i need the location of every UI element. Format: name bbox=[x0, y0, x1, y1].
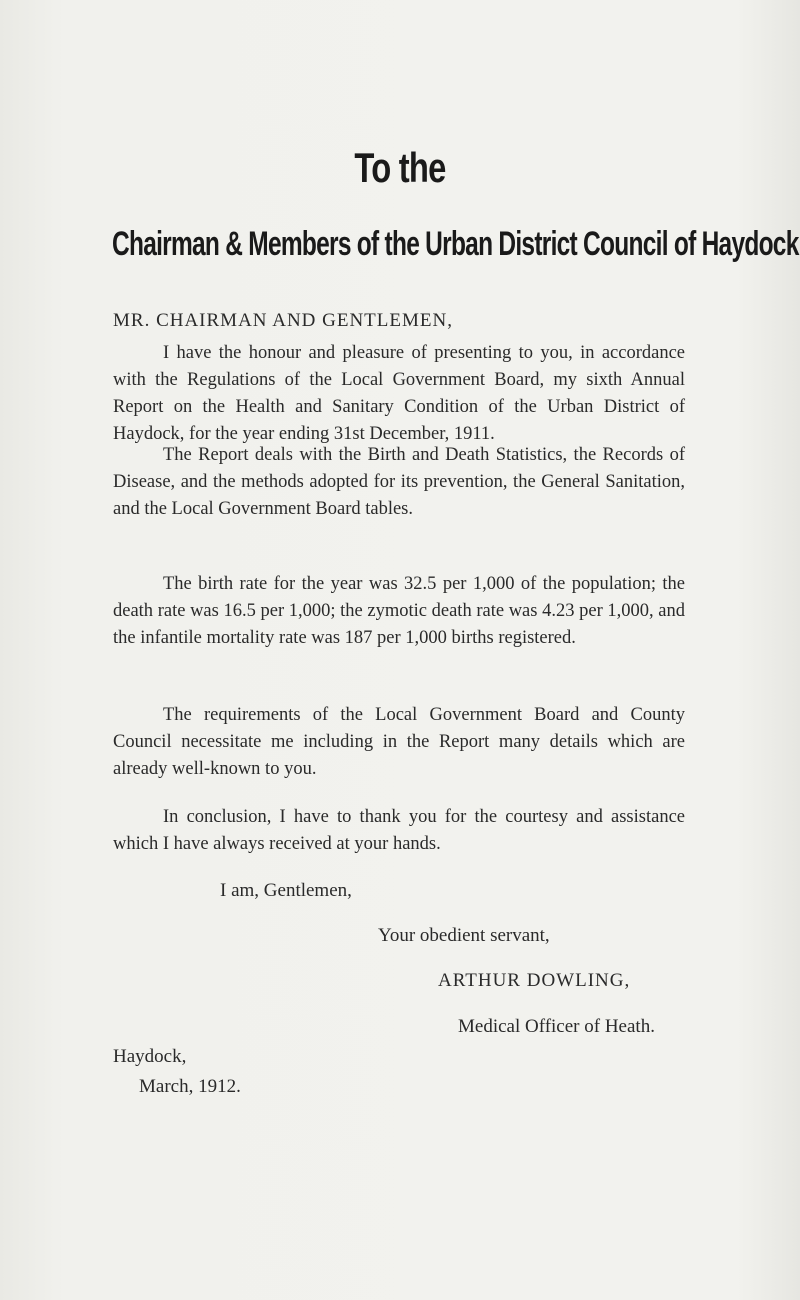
signature-office: Medical Officer of Heath. bbox=[458, 1016, 655, 1037]
paragraph-4: The requirements of the Local Government Board and County Council necessitate me including in the Report many details which are already well-known to you. bbox=[113, 705, 685, 779]
servant-line: Your obedient servant, bbox=[378, 925, 550, 946]
letter-place: Haydock, bbox=[113, 1046, 187, 1067]
title-line-1: To the bbox=[354, 144, 446, 191]
paragraph-2: The Report deals with the Birth and Death Statistics, the Records of Disease, and the methods adopted for its prevention, the General Sanitation, and the Local Government Board tables. bbox=[113, 445, 685, 519]
paragraph-5: In conclusion, I have to thank you for the courtesy and assistance which I have always received at your hands. bbox=[113, 807, 685, 854]
title-line-2: Chairman & Members of the Urban District Council of Haydock bbox=[112, 225, 799, 263]
signature-name: ARTHUR DOWLING, bbox=[438, 970, 631, 991]
paragraph-1: I have the honour and pleasure of presenting to you, in accordance with the Regulations of the Local Government Board, my sixth Annual Report on the Health and Sanitary Condition of the Urban District of Haydock, for the year ending 31st December, 1911. bbox=[113, 343, 685, 444]
salutation: MR. CHAIRMAN AND GENTLEMEN, bbox=[113, 310, 453, 331]
closing-line: I am, Gentlemen, bbox=[220, 880, 352, 901]
letter-date: March, 1912. bbox=[139, 1076, 241, 1097]
paragraph-3: The birth rate for the year was 32.5 per 1,000 of the population; the death rate was 16.5 per 1,000; the zymotic death rate was 4.23 per 1,000, and the infantile mortality rate was 187 per 1,000 births registered. bbox=[113, 574, 685, 648]
